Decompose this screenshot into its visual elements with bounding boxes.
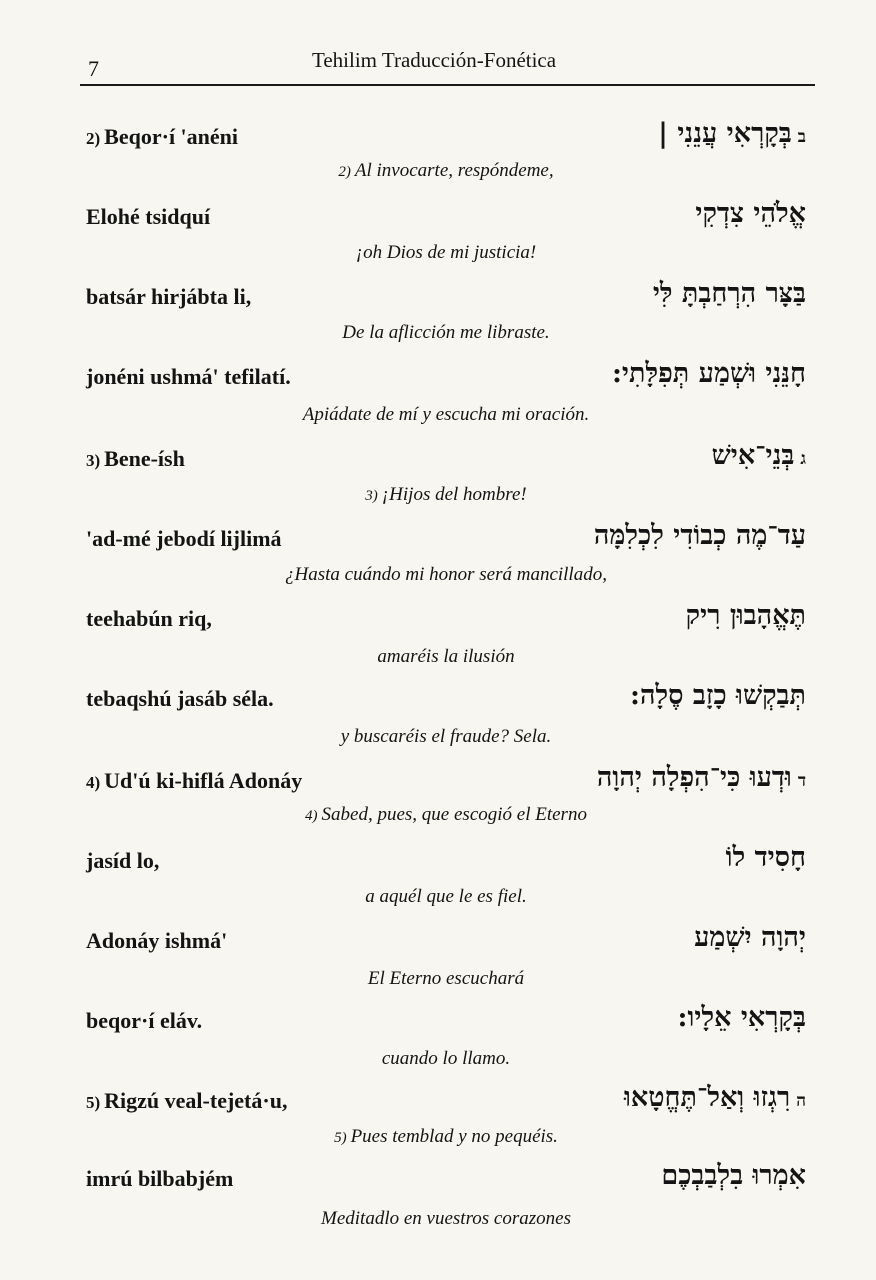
transliteration-text: jonéni ushmá' tefilatí.: [86, 364, 291, 389]
transliteration-text: 'ad-mé jebodí lijlimá: [86, 526, 282, 551]
hebrew-text: [624, 1082, 806, 1113]
hebrew-line: תֶּאֱהָבוּן רִיק: [685, 600, 806, 631]
transliteration-text: Bene-ísh: [104, 446, 185, 471]
transliteration: [86, 1166, 233, 1192]
transliteration-text: Beqor·í 'anéni: [104, 124, 239, 149]
translation-text: Meditadlo en vuestros corazones: [321, 1208, 571, 1229]
verse-line: [86, 198, 806, 238]
transliteration-text: imrú bilbabjém: [86, 1166, 234, 1191]
hebrew-line: וּדְעוּ כִּי־הִפְלָה יְהוָה: [596, 762, 792, 793]
hebrew-verse-number: ג: [800, 449, 806, 469]
verse-line: [86, 842, 806, 882]
hebrew-line: חָסִיד לוֹ: [725, 842, 806, 873]
verse-line: [86, 680, 806, 720]
translation-text: ¿Hasta cuándo mi honor será mancillado,: [285, 564, 607, 585]
translation-text: ¡Hijos del hombre!: [381, 484, 527, 505]
transliteration: [86, 124, 238, 150]
hebrew-text: [653, 278, 806, 309]
translation-line: [86, 968, 806, 990]
hebrew-verse-number: ד: [797, 771, 806, 791]
hebrew-text: [597, 762, 806, 793]
hebrew-text: [612, 358, 806, 389]
verse-line: [86, 1082, 806, 1122]
transliteration-text: jasíd lo,: [86, 848, 160, 873]
verse-line: [86, 1160, 806, 1200]
verse-line: [86, 358, 806, 398]
verse-line: [86, 1002, 806, 1042]
transliteration: [86, 1008, 202, 1034]
hebrew-verse-number: ב: [797, 127, 806, 147]
transliteration: [86, 768, 302, 794]
transliteration: [86, 526, 282, 552]
verse-line: [86, 762, 806, 802]
transliteration-text: Elohé tsidquí: [86, 204, 211, 229]
translation-text: a aquél que le es fiel.: [365, 886, 527, 907]
translation-line: [86, 804, 806, 826]
verse-number: 5): [86, 1093, 101, 1112]
hebrew-verse-number: ה: [796, 1091, 806, 1111]
hebrew-text: [678, 1002, 806, 1033]
translation-text: ¡oh Dios de mi justicia!: [355, 242, 537, 263]
hebrew-text: [695, 198, 806, 229]
translation-verse-number: 5): [334, 1130, 347, 1146]
translation-text: Sabed, pues, que escogió el Eterno: [321, 804, 587, 825]
transliteration: [86, 1088, 287, 1114]
verse-line: [86, 440, 806, 480]
page-number: 7: [88, 56, 99, 81]
translation-line: [86, 322, 806, 344]
hebrew-line: בְּנֵי־אִישׁ: [711, 440, 795, 471]
translation-line: [86, 726, 806, 748]
translation-line: [86, 1048, 806, 1070]
transliteration-text: tebaqshú jasáb séla.: [86, 686, 274, 711]
transliteration: [86, 928, 227, 954]
hebrew-line: בַּצָּר הִרְחַבְתָּ לִּי: [652, 278, 806, 309]
transliteration: [86, 204, 210, 230]
verse-line: [86, 600, 806, 640]
hebrew-line: אִמְרוּ בִלְבַבְכֶם: [661, 1160, 806, 1191]
translation-verse-number: 4): [305, 808, 318, 824]
hebrew-text: [726, 842, 806, 873]
transliteration-text: Ud'ú ki-hiflá Adonáy: [104, 768, 303, 793]
translation-line: [86, 1126, 806, 1148]
verse-number: 3): [86, 451, 101, 470]
hebrew-text: [594, 520, 806, 551]
hebrew-line: תְּבַקְשׁוּ כָזָב סֶלָה:: [630, 680, 806, 711]
running-title: Tehilim Traducción-Fonética: [312, 48, 557, 72]
transliteration: [86, 446, 185, 472]
transliteration-text: Rigzú veal-tejetá·u,: [104, 1088, 288, 1113]
transliteration-text: teehabún riq,: [86, 606, 212, 631]
translation-line: [86, 404, 806, 426]
translation-verse-number: 2): [338, 164, 351, 180]
translation-line: [86, 886, 806, 908]
verse-number: 2): [86, 129, 101, 148]
translation-text: y buscaréis el fraude? Sela.: [340, 726, 552, 747]
translation-line: [86, 646, 806, 668]
verse-line: [86, 278, 806, 318]
translation-text: cuando lo llamo.: [381, 1048, 511, 1069]
translation-text: Al invocarte, respóndeme,: [354, 160, 554, 181]
hebrew-line: חָנֵּנִי וּשְׁמַע תְּפִלָּתִי:: [611, 358, 806, 389]
transliteration-text: beqor·í eláv.: [86, 1008, 203, 1033]
transliteration: [86, 364, 291, 390]
hebrew-text: [661, 1160, 806, 1191]
hebrew-text: [686, 600, 806, 631]
hebrew-line: יְהוָה יִשְׁמַע: [694, 922, 806, 953]
verse-number: 4): [86, 773, 101, 792]
translation-line: [86, 1208, 806, 1230]
verse-line: [86, 922, 806, 962]
verse-line: [86, 520, 806, 560]
verse-line: [86, 118, 806, 158]
hebrew-line: רִגְזוּ וְאַל־תֶּחֱטָאוּ: [624, 1082, 791, 1113]
hebrew-text: [658, 118, 806, 149]
transliteration: [86, 284, 251, 310]
translation-text: De la aflicción me libraste.: [342, 322, 550, 343]
hebrew-line: אֱלֹהֵי צִדְקִי: [695, 198, 806, 229]
transliteration: [86, 606, 212, 632]
translation-line: [86, 160, 806, 182]
hebrew-text: [712, 440, 806, 471]
translation-line: [86, 242, 806, 264]
translation-line: [86, 484, 806, 506]
transliteration-text: Adonáy ishmá': [86, 928, 228, 953]
translation-verse-number: 3): [365, 488, 378, 504]
translation-text: amaréis la ilusión: [377, 646, 515, 667]
translation-text: El Eterno escuchará: [367, 968, 525, 989]
transliteration-text: batsár hirjábta li,: [86, 284, 252, 309]
transliteration: [86, 848, 159, 874]
hebrew-line: בְּקָרְאִי אֵלָיו:: [677, 1002, 806, 1033]
hebrew-text: [630, 680, 806, 711]
hebrew-text: [694, 922, 806, 953]
translation-text: Apiádate de mí y escucha mi oración.: [302, 404, 590, 425]
translation-line: [86, 564, 806, 586]
hebrew-line: עַד־מֶה כְבוֹדִי לִכְלִמָּה: [593, 520, 806, 551]
translation-text: Pues temblad y no pequéis.: [350, 1126, 558, 1147]
hebrew-line: בְּקָרְאִי עֲנֵנִי |: [658, 118, 792, 149]
transliteration: [86, 686, 274, 712]
